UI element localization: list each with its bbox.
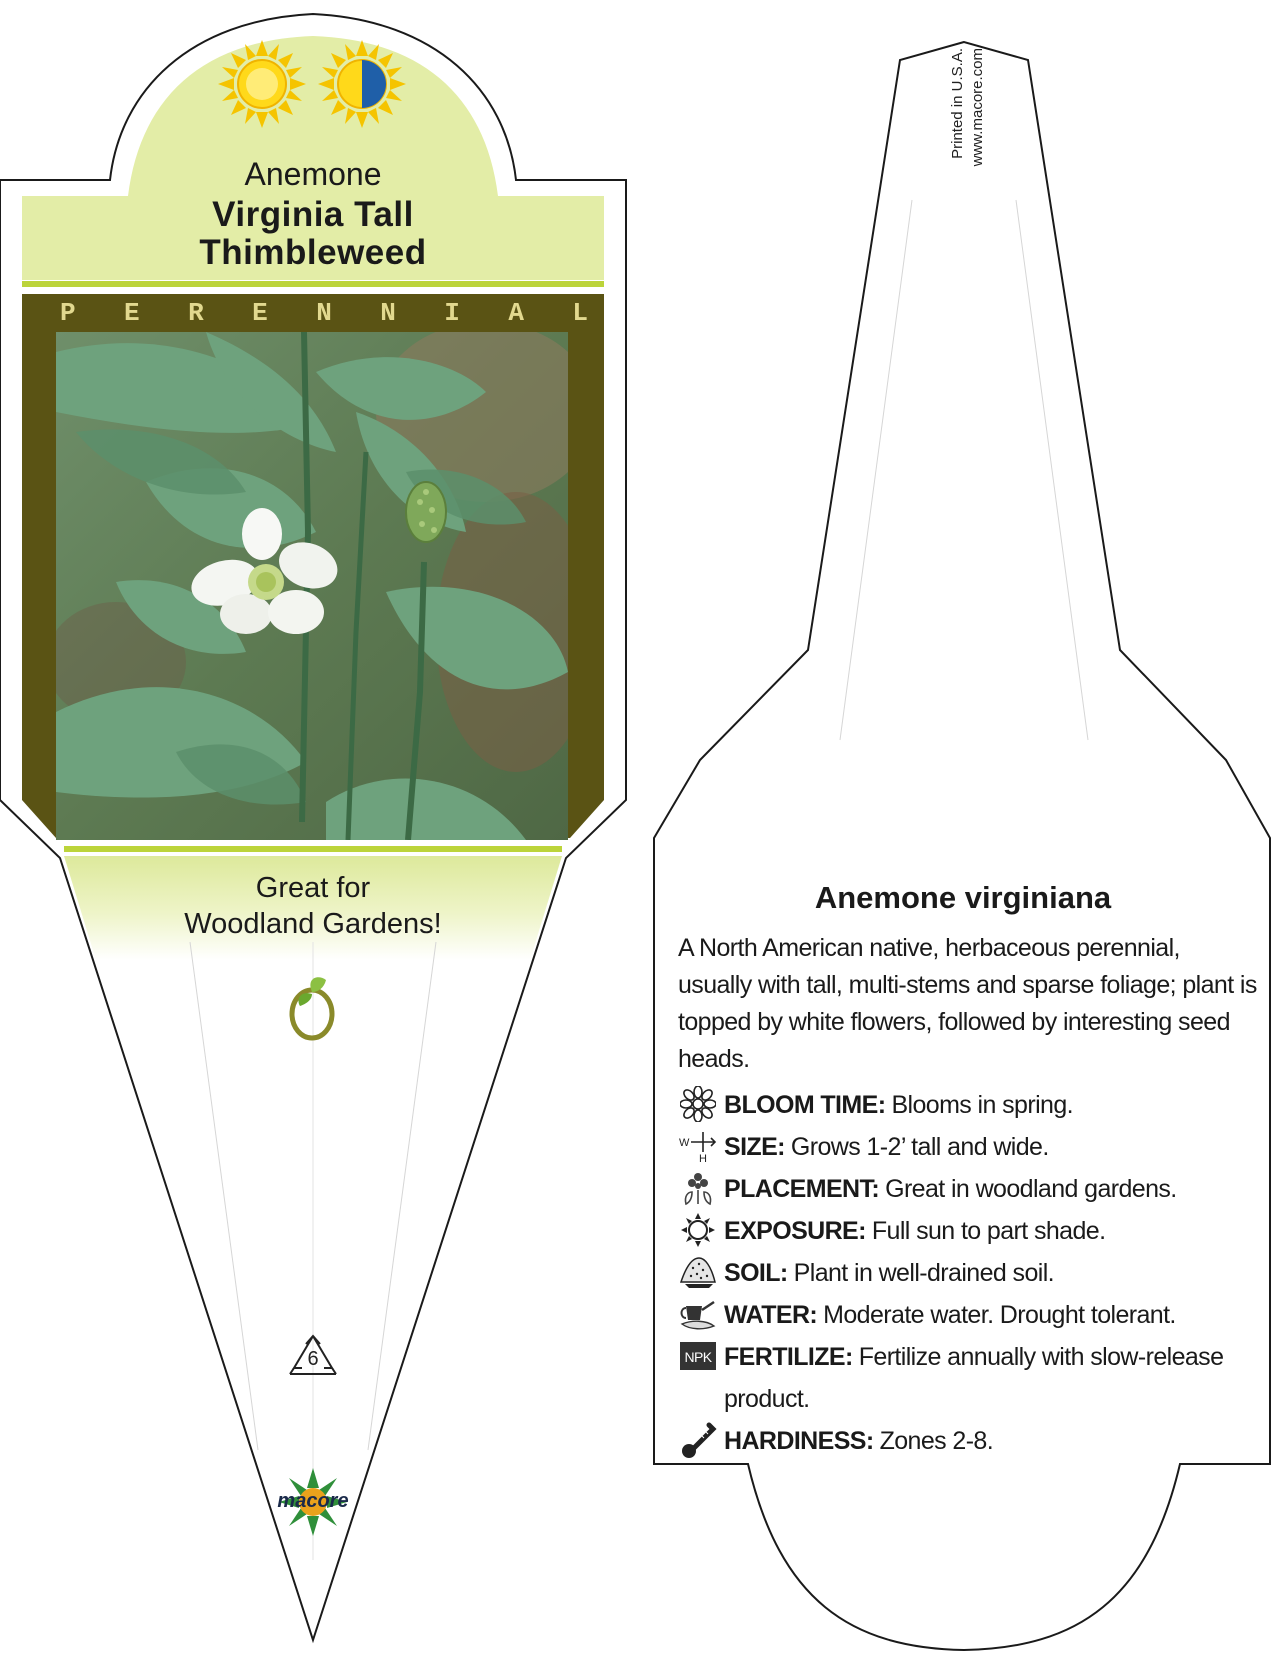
care-label: PLACEMENT: <box>724 1175 880 1203</box>
care-item-water <box>678 1294 1258 1336</box>
watering-can-icon <box>678 1294 718 1334</box>
category-letter: A <box>508 298 524 328</box>
plant-photo <box>56 332 568 840</box>
care-label: BLOOM TIME: <box>724 1091 886 1119</box>
cultivar-line-1: Virginia Tall <box>212 195 414 234</box>
cultivar-name <box>20 196 606 272</box>
care-text: Full sun to part shade. <box>871 1217 1106 1245</box>
svg-text:W: W <box>679 1137 689 1149</box>
genus-name: Anemone <box>244 156 382 192</box>
care-item-soil <box>678 1252 1258 1294</box>
category-letter: E <box>252 298 268 328</box>
printed-country: Printed in U.S.A. <box>949 48 966 159</box>
brand-name: macore <box>277 1490 349 1512</box>
thermometer-icon <box>678 1420 718 1460</box>
printed-website: www.macore.com <box>969 48 986 167</box>
size-arrows-icon <box>678 1126 718 1166</box>
cultivar-line-2: Thimbleweed <box>199 233 427 272</box>
care-item-placement <box>678 1168 1258 1210</box>
category-letter: E <box>124 298 140 328</box>
care-text: Plant in well-drained soil. <box>793 1259 1054 1287</box>
full-sun-icon <box>218 40 306 128</box>
printed-info <box>948 48 988 208</box>
tagline <box>20 870 606 942</box>
placement-plants-icon <box>678 1168 718 1208</box>
svg-text:H: H <box>699 1153 707 1164</box>
sun-icon <box>678 1210 718 1250</box>
care-label: HARDINESS: <box>724 1427 874 1455</box>
care-list <box>678 1084 1258 1462</box>
plant-description: A North American native, herbaceous perennial, usually with tall, multi-stems and sparse foliage; plant is topped by white flowers, followed by interesting seed heads. <box>678 934 1257 1073</box>
category-letter: N <box>380 298 396 328</box>
care-item-hardiness <box>678 1420 1258 1462</box>
soil-pile-icon <box>678 1252 718 1292</box>
npk-fertilizer-icon <box>678 1336 718 1376</box>
care-text: Moderate water. Drought tolerant. <box>823 1301 1176 1329</box>
npk-text: NPK <box>684 1349 712 1365</box>
care-text: Fertilize annually with slow-release product. <box>724 1343 1224 1413</box>
recycle-code: 6 <box>307 1348 319 1370</box>
care-label: SIZE: <box>724 1133 785 1161</box>
category-letter: N <box>316 298 332 328</box>
seed-logo-icon <box>286 972 340 1042</box>
category-letter: L <box>572 298 588 328</box>
category-letter: I <box>444 298 460 328</box>
flower-icon <box>678 1084 718 1124</box>
care-text: Zones 2-8. <box>879 1427 994 1455</box>
category-letter: R <box>188 298 204 328</box>
latin-name: Anemone virginiana <box>814 880 1112 915</box>
care-label: WATER: <box>724 1301 818 1329</box>
category-letter: P <box>60 298 76 328</box>
care-text: Blooms in spring. <box>891 1091 1073 1119</box>
care-item-bloom-time <box>678 1084 1258 1126</box>
care-item-exposure <box>678 1210 1258 1252</box>
tagline-line-2: Woodland Gardens! <box>184 908 442 940</box>
care-label: EXPOSURE: <box>724 1217 866 1245</box>
header-rule <box>22 281 604 287</box>
category-band <box>26 300 592 326</box>
footer-rule <box>64 846 562 852</box>
care-text: Great in woodland gardens. <box>885 1175 1177 1203</box>
care-label: SOIL: <box>724 1259 788 1287</box>
care-item-size <box>678 1126 1258 1168</box>
tagline-line-1: Great for <box>255 872 371 904</box>
care-text: Grows 1-2’ tall and wide. <box>790 1133 1049 1161</box>
part-sun-icon <box>318 40 406 128</box>
care-item-fertilize <box>678 1336 1258 1420</box>
care-label: FERTILIZE: <box>724 1343 853 1371</box>
